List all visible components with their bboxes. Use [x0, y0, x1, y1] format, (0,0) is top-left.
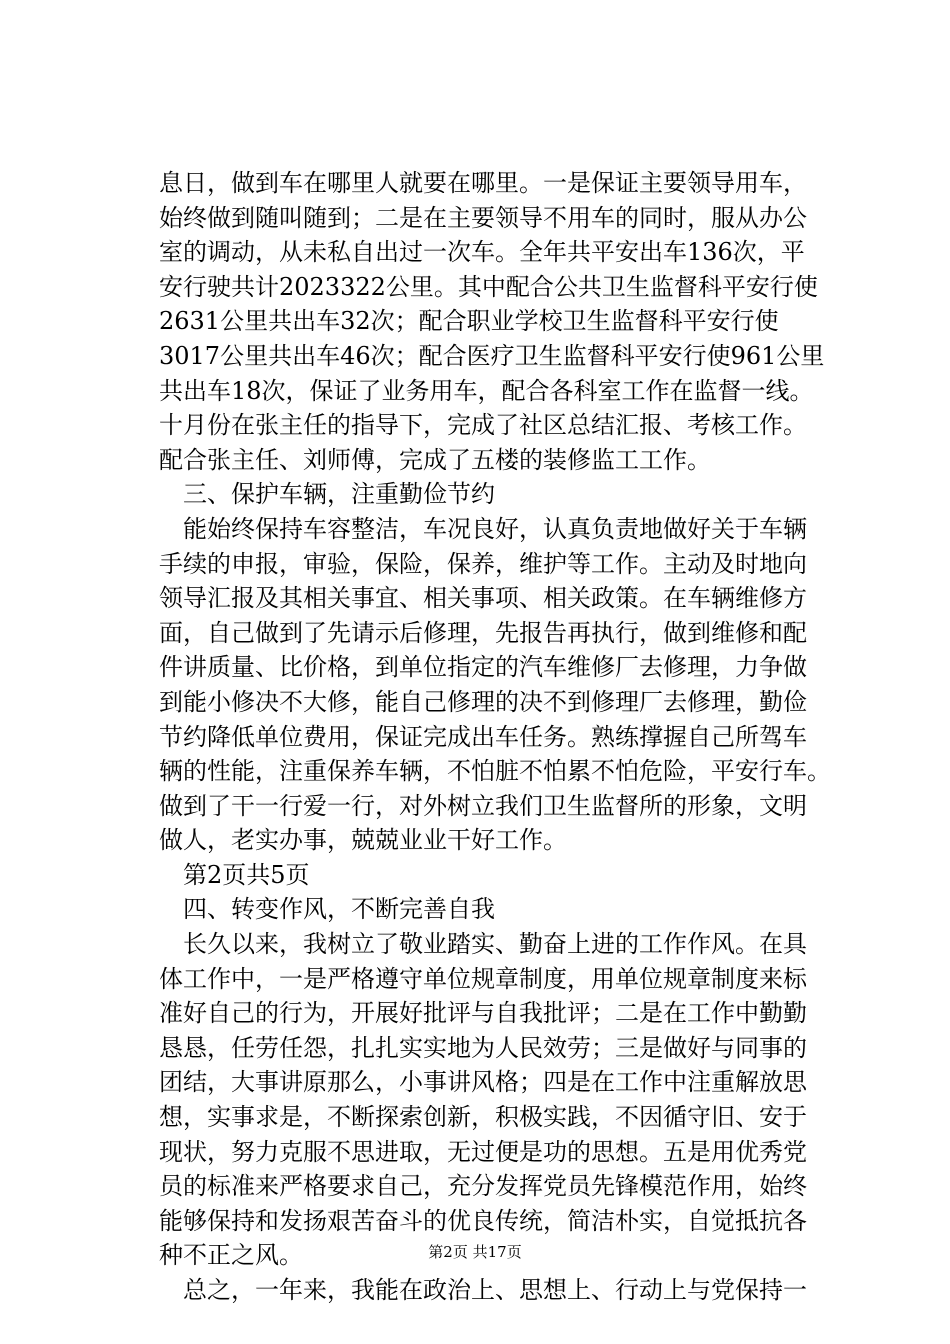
- section-heading: 三、保护车辆，注重勤俭节约: [183, 480, 495, 509]
- body-line: 想，实事求是，不断探索创新，积极实践，不因循守旧、安于: [159, 1103, 807, 1132]
- paragraph-start: 总之，一年来，我能在政治上、思想上、行动上与党保持一: [183, 1276, 807, 1304]
- section-heading: 四、转变作风，不断完善自我: [183, 895, 495, 924]
- body-line: 体工作中，一是严格遵守单位规章制度，用单位规章制度来标: [159, 964, 807, 993]
- body-line: 种不正之风。: [159, 1241, 303, 1270]
- body-line: 3017公里共出车46次；配合医疗卫生监督科平安行使961公里: [159, 341, 825, 370]
- body-line: 辆的性能，注重保养车辆，不怕脏不怕累不怕危险，平安行车。: [159, 757, 831, 786]
- body-line: 到能小修决不大修，能自己修理的决不到修理厂去修理，勤俭: [159, 687, 807, 716]
- body-line: 始终做到随叫随到；二是在主要领导不用车的同时，服从办公: [159, 203, 807, 232]
- body-line: 能够保持和发扬艰苦奋斗的优良传统，简洁朴实，自觉抵抗各: [159, 1206, 807, 1235]
- body-line: 节约降低单位费用，保证完成出车任务。熟练撑握自己所驾车: [159, 722, 807, 751]
- body-line: 室的调动，从未私自出过一次车。全年共平安出车136次，平: [159, 238, 805, 267]
- body-line: 做到了干一行爱一行，对外树立我们卫生监督所的形象，文明: [159, 791, 807, 820]
- body-line: 面，自己做到了先请示后修理，先报告再执行，做到维修和配: [159, 618, 807, 647]
- body-line: 现状，努力克服不思进取，无过便是功的思想。五是用优秀党: [159, 1137, 807, 1166]
- body-line: 做人，老实办事，兢兢业业干好工作。: [159, 826, 567, 855]
- paragraph-start: 能始终保持车容整洁，车况良好，认真负责地做好关于车辆: [183, 514, 807, 543]
- body-line: 团结，大事讲原那么，小事讲风格；四是在工作中注重解放思: [159, 1068, 807, 1097]
- document-body: [159, 166, 839, 1308]
- body-line: 领导汇报及其相关事宜、相关事项、相关政策。在车辆维修方: [159, 584, 807, 613]
- body-line: 十月份在张主任的指导下，完成了社区总结汇报、考核工作。: [159, 411, 807, 440]
- body-line: 准好自己的行为，开展好批评与自我批评；二是在工作中勤勤: [159, 999, 807, 1028]
- body-line: 手续的申报，审验，保险，保养，维护等工作。主动及时地向: [159, 549, 807, 578]
- paragraph-start: 长久以来，我树立了敬业踏实、勤奋上进的工作作风。在具: [183, 930, 807, 959]
- body-line: 息日，做到车在哪里人就要在哪里。一是保证主要领导用车，: [159, 169, 807, 197]
- body-line: 配合张主任、刘师傅，完成了五楼的装修监工工作。: [159, 445, 711, 474]
- body-line: 员的标准来严格要求自己，充分发挥党员先锋模范作用，始终: [159, 1172, 807, 1201]
- body-line: 恳恳，任劳任怨，扎扎实实地为人民效劳；三是做好与同事的: [159, 1033, 807, 1062]
- inline-page-marker: 第2页共5页: [183, 860, 310, 889]
- body-line: 件讲质量、比价格，到单位指定的汽车维修厂去修理，力争做: [159, 653, 807, 682]
- body-line: 2631公里共出车32次；配合职业学校卫生监督科平安行使: [159, 307, 779, 336]
- page-footer: 第2页 共17页: [428, 1243, 522, 1261]
- body-line: 共出车18次，保证了业务用车，配合各科室工作在监督一线。: [159, 376, 814, 405]
- body-line: 安行驶共计2023322公里。其中配合公共卫生监督科平安行使: [159, 272, 818, 301]
